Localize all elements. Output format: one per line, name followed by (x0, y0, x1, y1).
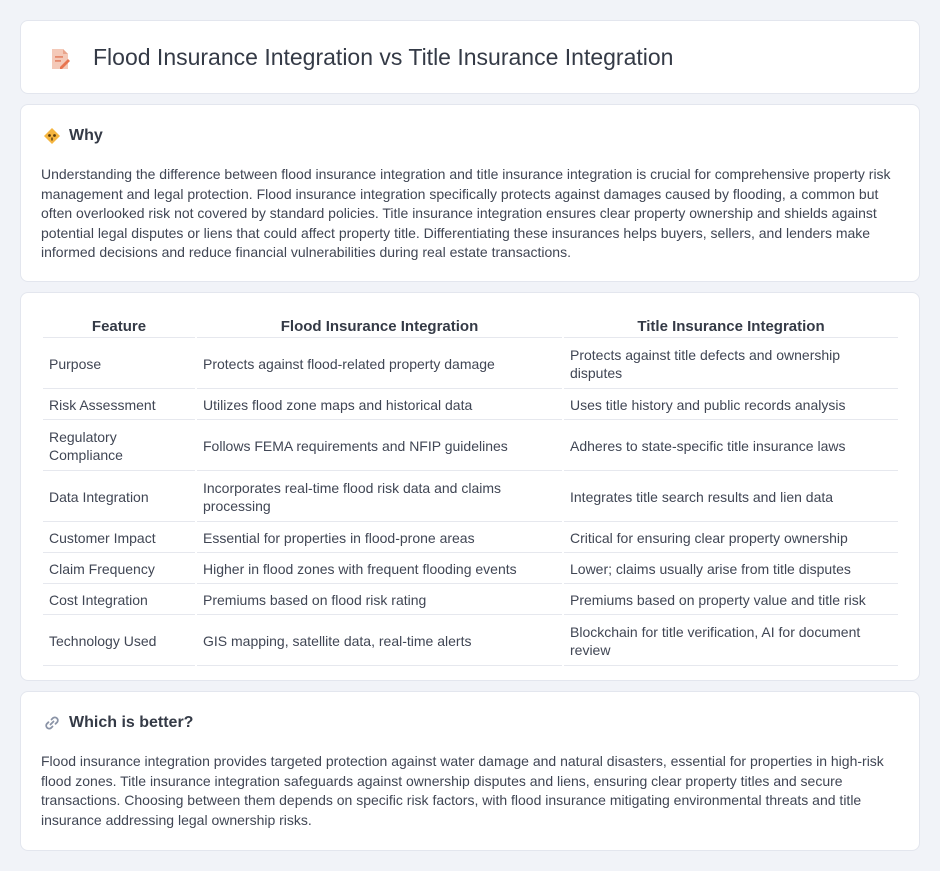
why-heading (43, 127, 103, 145)
feature-cell: Data Integration (43, 473, 195, 522)
which-better-heading (43, 714, 193, 732)
flood-cell: Incorporates real-time flood risk data and claims processing (197, 473, 562, 522)
feature-cell: Risk Assessment (43, 391, 195, 420)
feature-cell: Cost Integration (43, 586, 195, 615)
why-paragraph: Understanding the difference between flood insurance integration and title insurance integration is crucial for comprehensive property risk management and legal protection. Flood insurance integration specifically protects against damages caused by flooding, a common but often overlooked risk not covered by standard policies. Title insurance integration ensures clear property ownership and shields against potential legal disputes or liens that could affect property title. Differentiating these insurances helps buyers, sellers, and lenders make informed decisions and reduce financial vulnerabilities during real estate transactions. (41, 166, 891, 261)
which-better-title: Which is better? (69, 714, 194, 731)
table-row (43, 586, 898, 615)
title-cell: Lower; claims usually arise from title disputes (564, 555, 898, 584)
flood-cell: Premiums based on flood risk rating (197, 586, 562, 615)
comparison-section (20, 292, 920, 681)
column-header-title: Title Insurance Integration (564, 315, 898, 338)
title-cell: Premiums based on property value and title risk (564, 586, 898, 615)
column-header-flood: Flood Insurance Integration (197, 315, 562, 338)
feature-cell: Regulatory Compliance (43, 422, 195, 471)
title-cell: Adheres to state-specific title insurance laws (564, 422, 898, 471)
table-row (43, 617, 898, 666)
title-cell: Integrates title search results and lien data (564, 473, 898, 522)
table-row (43, 340, 898, 389)
why-title: Why (69, 127, 103, 144)
table-header-row (43, 315, 898, 338)
table-row (43, 473, 898, 522)
warning-diamond-icon (43, 127, 61, 145)
flood-cell: Utilizes flood zone maps and historical data (197, 391, 562, 420)
feature-cell: Purpose (43, 340, 195, 389)
which-better-paragraph: Flood insurance integration provides targeted protection against water damage and natural disasters, essential for properties in high-risk flood zones. Title insurance integration safeguards against ownership disputes and liens, ensuring clear property titles and secure transactions. Choosing between them depends on specific risk factors, with flood insurance mitigating environmental threats and title insurance addressing legal ownership risks. (41, 753, 884, 828)
title-cell: Uses title history and public records analysis (564, 391, 898, 420)
flood-cell: Higher in flood zones with frequent flooding events (197, 555, 562, 584)
why-section (20, 104, 920, 282)
flood-cell: GIS mapping, satellite data, real-time alerts (197, 617, 562, 666)
feature-cell: Technology Used (43, 617, 195, 666)
table-row (43, 524, 898, 553)
table-row (43, 422, 898, 471)
which-better-section (20, 691, 920, 851)
table-row (43, 555, 898, 584)
table-row (43, 391, 898, 420)
comparison-table (41, 313, 900, 668)
header-card (20, 20, 920, 94)
flood-cell: Protects against flood-related property damage (197, 340, 562, 389)
title-cell: Protects against title defects and ownership disputes (564, 340, 898, 389)
feature-cell: Customer Impact (43, 524, 195, 553)
document-edit-icon (48, 47, 72, 71)
title-cell: Blockchain for title verification, AI for document review (564, 617, 898, 666)
page-title: Flood Insurance Integration vs Title Insurance Integration (93, 44, 674, 70)
column-header-feature: Feature (43, 315, 195, 338)
link-icon (43, 714, 61, 732)
title-cell: Critical for ensuring clear property ownership (564, 524, 898, 553)
feature-cell: Claim Frequency (43, 555, 195, 584)
flood-cell: Essential for properties in flood-prone areas (197, 524, 562, 553)
flood-cell: Follows FEMA requirements and NFIP guidelines (197, 422, 562, 471)
